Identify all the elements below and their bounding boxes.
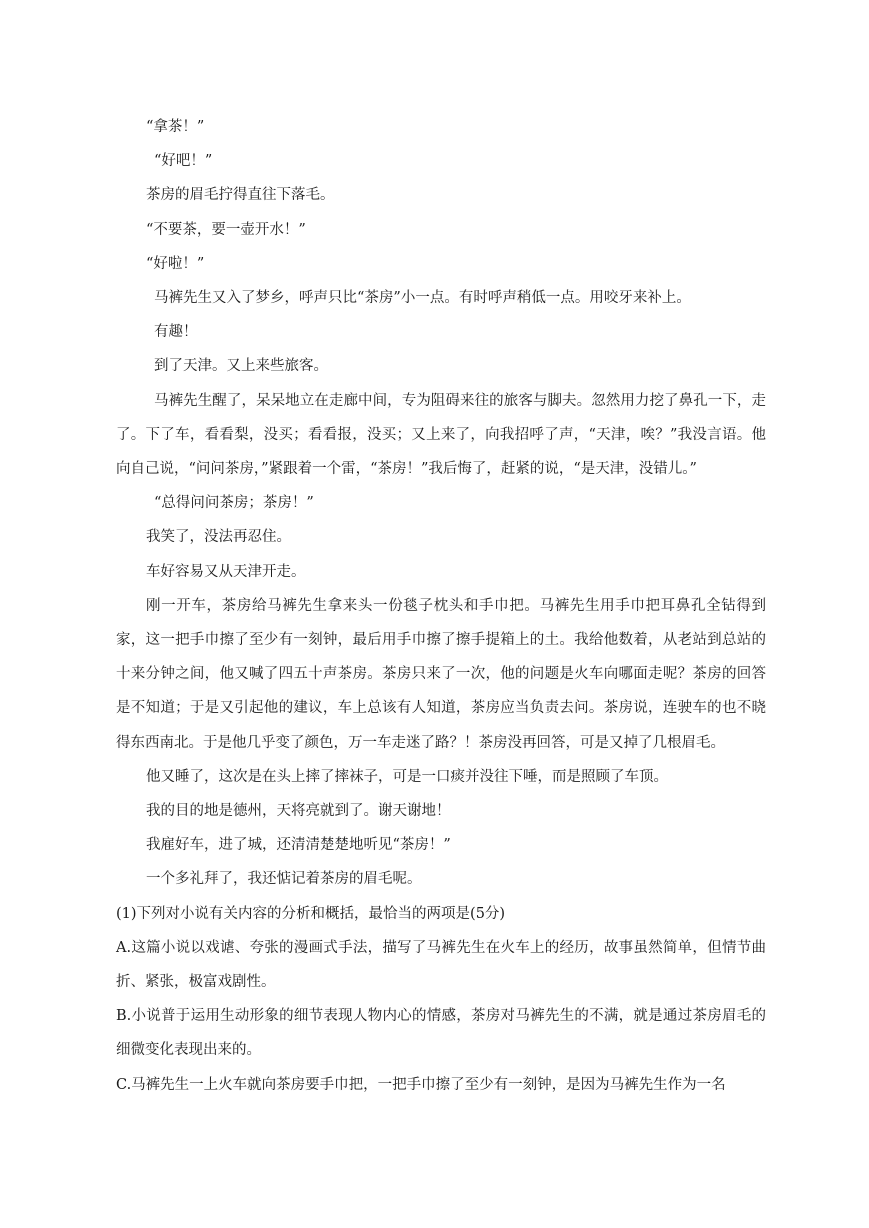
- document-body: [116, 110, 766, 1102]
- paragraph: 马裤先生醒了，呆呆地立在走廊中间，专为阻碍来往的旅客与脚夫。忽然用力挖了鼻孔一下，走了。下了车，看看梨，没买；看看报，没买；又上来了，向我招呼了声，“天津，唉？”我没言语。他向自己说，“问问茶房，”紧跟着一个雷，“茶房！”我后悔了，赶紧的说，“是天津，没错儿。”: [116, 392, 766, 478]
- paragraph: 一个多礼拜了，我还惦记着茶房的眉毛呢。: [146, 871, 422, 888]
- paragraph: 刚一开车，茶房给马裤先生拿来头一份毯子枕头和手巾把。马裤先生用手巾把耳鼻孔全钻得到家，这一把手巾擦了至少有一刻钟，最后用手巾擦了擦手提箱上的土。我给他数着，从老站到总站的十来分钟之间，他又喊了四五十声茶房。茶房只来了一次，他的问题是火车向哪面走呢？茶房的回答是不知道；于是又引起他的建议，车上总该有人知道，茶房应当负责去问。茶房说，连驶车的也不晓得东西南北。于是他几乎变了颜色，万一车走迷了路？！茶房没再回答，可是又掉了几根眉毛。: [116, 597, 766, 751]
- paragraph: 有趣！: [154, 324, 198, 341]
- paragraph: B.小说普于运用生动形象的细节表现人物内心的情感，茶房对马裤先生的不满，就是通过茶房眉毛的细微变化表现出来的。: [116, 1008, 766, 1059]
- paragraph: (1)下列对小说有关内容的分析和概括，最恰当的两项是(5分): [116, 905, 506, 922]
- paragraph: “好啦！”: [146, 255, 205, 272]
- paragraph: 车好容易又从天津开走。: [146, 563, 306, 580]
- paragraph: 到了天津。又上来些旅客。: [154, 358, 328, 375]
- paragraph: 他又睡了，这次是在头上摔了摔袜子，可是一口痰并没往下唾，而是照顾了车顶。: [146, 768, 668, 785]
- paragraph: “不要茶，要一壶开水！”: [146, 221, 306, 238]
- paragraph: 茶房的眉毛拧得直往下落毛。: [146, 187, 335, 204]
- paragraph: 马裤先生又入了梦乡，呼声只比“茶房”小一点。有时呼声稍低一点。用咬牙来补上。: [154, 290, 691, 307]
- paragraph: “总得问问茶房；茶房！”: [154, 495, 314, 512]
- paragraph: “好吧！”: [154, 153, 213, 170]
- paragraph: A.这篇小说以戏谑、夸张的漫画式手法，描写了马裤先生在火车上的经历，故事虽然简单，但情节曲折、紧张，极富戏剧性。: [116, 939, 766, 991]
- paragraph: 我的目的地是德州，天将亮就到了。谢天谢地！: [146, 803, 451, 820]
- paragraph: C.马裤先生一上火车就向茶房要手巾把，一把手巾擦了至少有一刻钟，是因为马裤先生作为一名: [116, 1076, 726, 1093]
- paragraph: 我雇好车，进了城，还清清楚楚地听见“茶房！”: [146, 837, 451, 854]
- paragraph: 我笑了，没法再忍住。: [146, 529, 291, 546]
- paragraph: “拿茶！”: [146, 119, 205, 135]
